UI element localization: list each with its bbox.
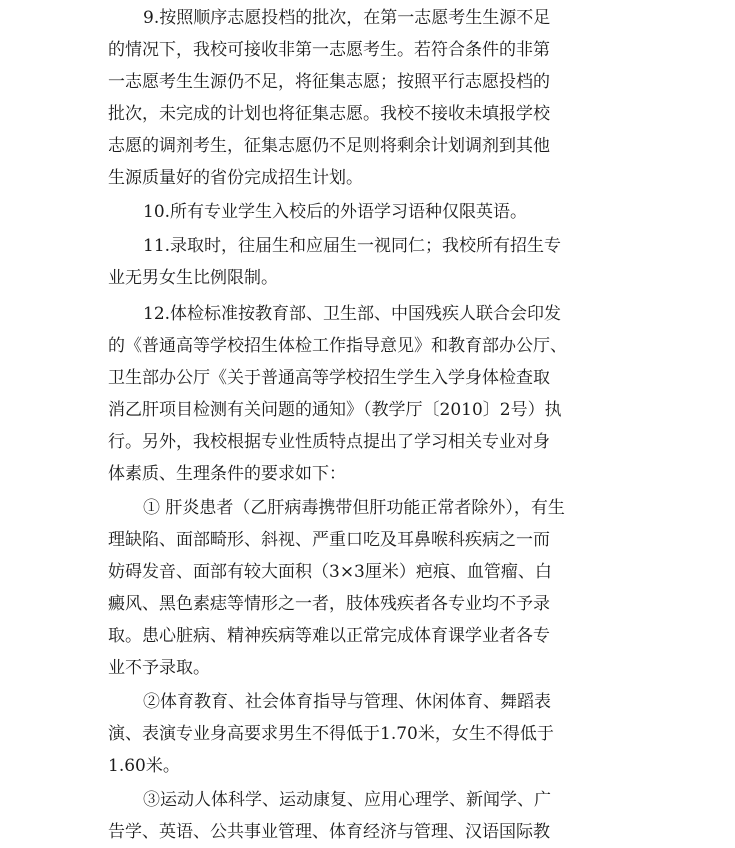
paragraph-12-line-1: 12.体检标准按教育部、卫生部、中国残疾人联合会印发 bbox=[143, 304, 562, 324]
item-1-line-2: 理缺陷、面部畸形、斜视、严重口吃及耳鼻喉科疾病之一而 bbox=[108, 530, 550, 550]
paragraph-12-line-2: 的《普通高等学校招生体检工作指导意见》和教育部办公厅、 bbox=[108, 336, 567, 356]
paragraph-9-line-1: 9.按照顺序志愿投档的批次，在第一志愿考生生源不足 bbox=[143, 8, 551, 28]
item-3-line-2: 告学、英语、公共事业管理、体育经济与管理、汉语国际教 bbox=[108, 822, 550, 842]
paragraph-11-line-2: 业无男女生比例限制。 bbox=[108, 268, 278, 288]
paragraph-11-line-1: 11.录取时，往届生和应届生一视同仁；我校所有招生专 bbox=[143, 236, 562, 256]
paragraph-9-line-6: 生源质量好的省份完成招生计划。 bbox=[108, 168, 363, 188]
document-page bbox=[108, 0, 626, 848]
paragraph-9-line-2: 的情况下，我校可接收非第一志愿考生。若符合条件的非第 bbox=[108, 40, 550, 60]
paragraph-12-line-5: 行。另外，我校根据专业性质特点提出了学习相关专业对身 bbox=[108, 432, 550, 452]
item-1-line-4: 癜风、黑色素痣等情形之一者，肢体残疾者各专业均不予录 bbox=[108, 594, 550, 614]
item-1-line-6: 业不予录取。 bbox=[108, 658, 210, 678]
paragraph-12-line-3: 卫生部办公厅《关于普通高等学校招生学生入学身体检查取 bbox=[108, 368, 550, 388]
paragraph-9-line-4: 批次，未完成的计划也将征集志愿。我校不接收未填报学校 bbox=[108, 104, 550, 124]
paragraph-10-line-1: 10.所有专业学生入校后的外语学习语种仅限英语。 bbox=[143, 202, 528, 222]
paragraph-12-line-4: 消乙肝项目检测有关问题的通知》（教学厅〔2010〕2号）执 bbox=[108, 400, 562, 420]
item-1-line-3: 妨碍发音、面部有较大面积（3×3厘米）疤痕、血管瘤、白 bbox=[108, 562, 552, 582]
paragraph-9-line-5: 志愿的调剂考生，征集志愿仍不足则将剩余计划调剂到其他 bbox=[108, 136, 550, 156]
item-2-line-3: 1.60米。 bbox=[108, 756, 180, 776]
item-2-line-2: 演、表演专业身高要求男生不得低于1.70米，女生不得低于 bbox=[108, 724, 554, 744]
item-3-line-1: ③运动人体科学、运动康复、应用心理学、新闻学、广 bbox=[143, 790, 551, 810]
paragraph-12-line-6: 体素质、生理条件的要求如下： bbox=[108, 464, 346, 484]
paragraph-9-line-3: 一志愿考生生源仍不足，将征集志愿；按照平行志愿投档的 bbox=[108, 72, 550, 92]
item-1-line-1: ① 肝炎患者（乙肝病毒携带但肝功能正常者除外），有生 bbox=[143, 498, 565, 518]
item-2-line-1: ②体育教育、社会体育指导与管理、休闲体育、舞蹈表 bbox=[143, 692, 551, 712]
item-1-line-5: 取。患心脏病、精神疾病等难以正常完成体育课学业者各专 bbox=[108, 626, 550, 646]
